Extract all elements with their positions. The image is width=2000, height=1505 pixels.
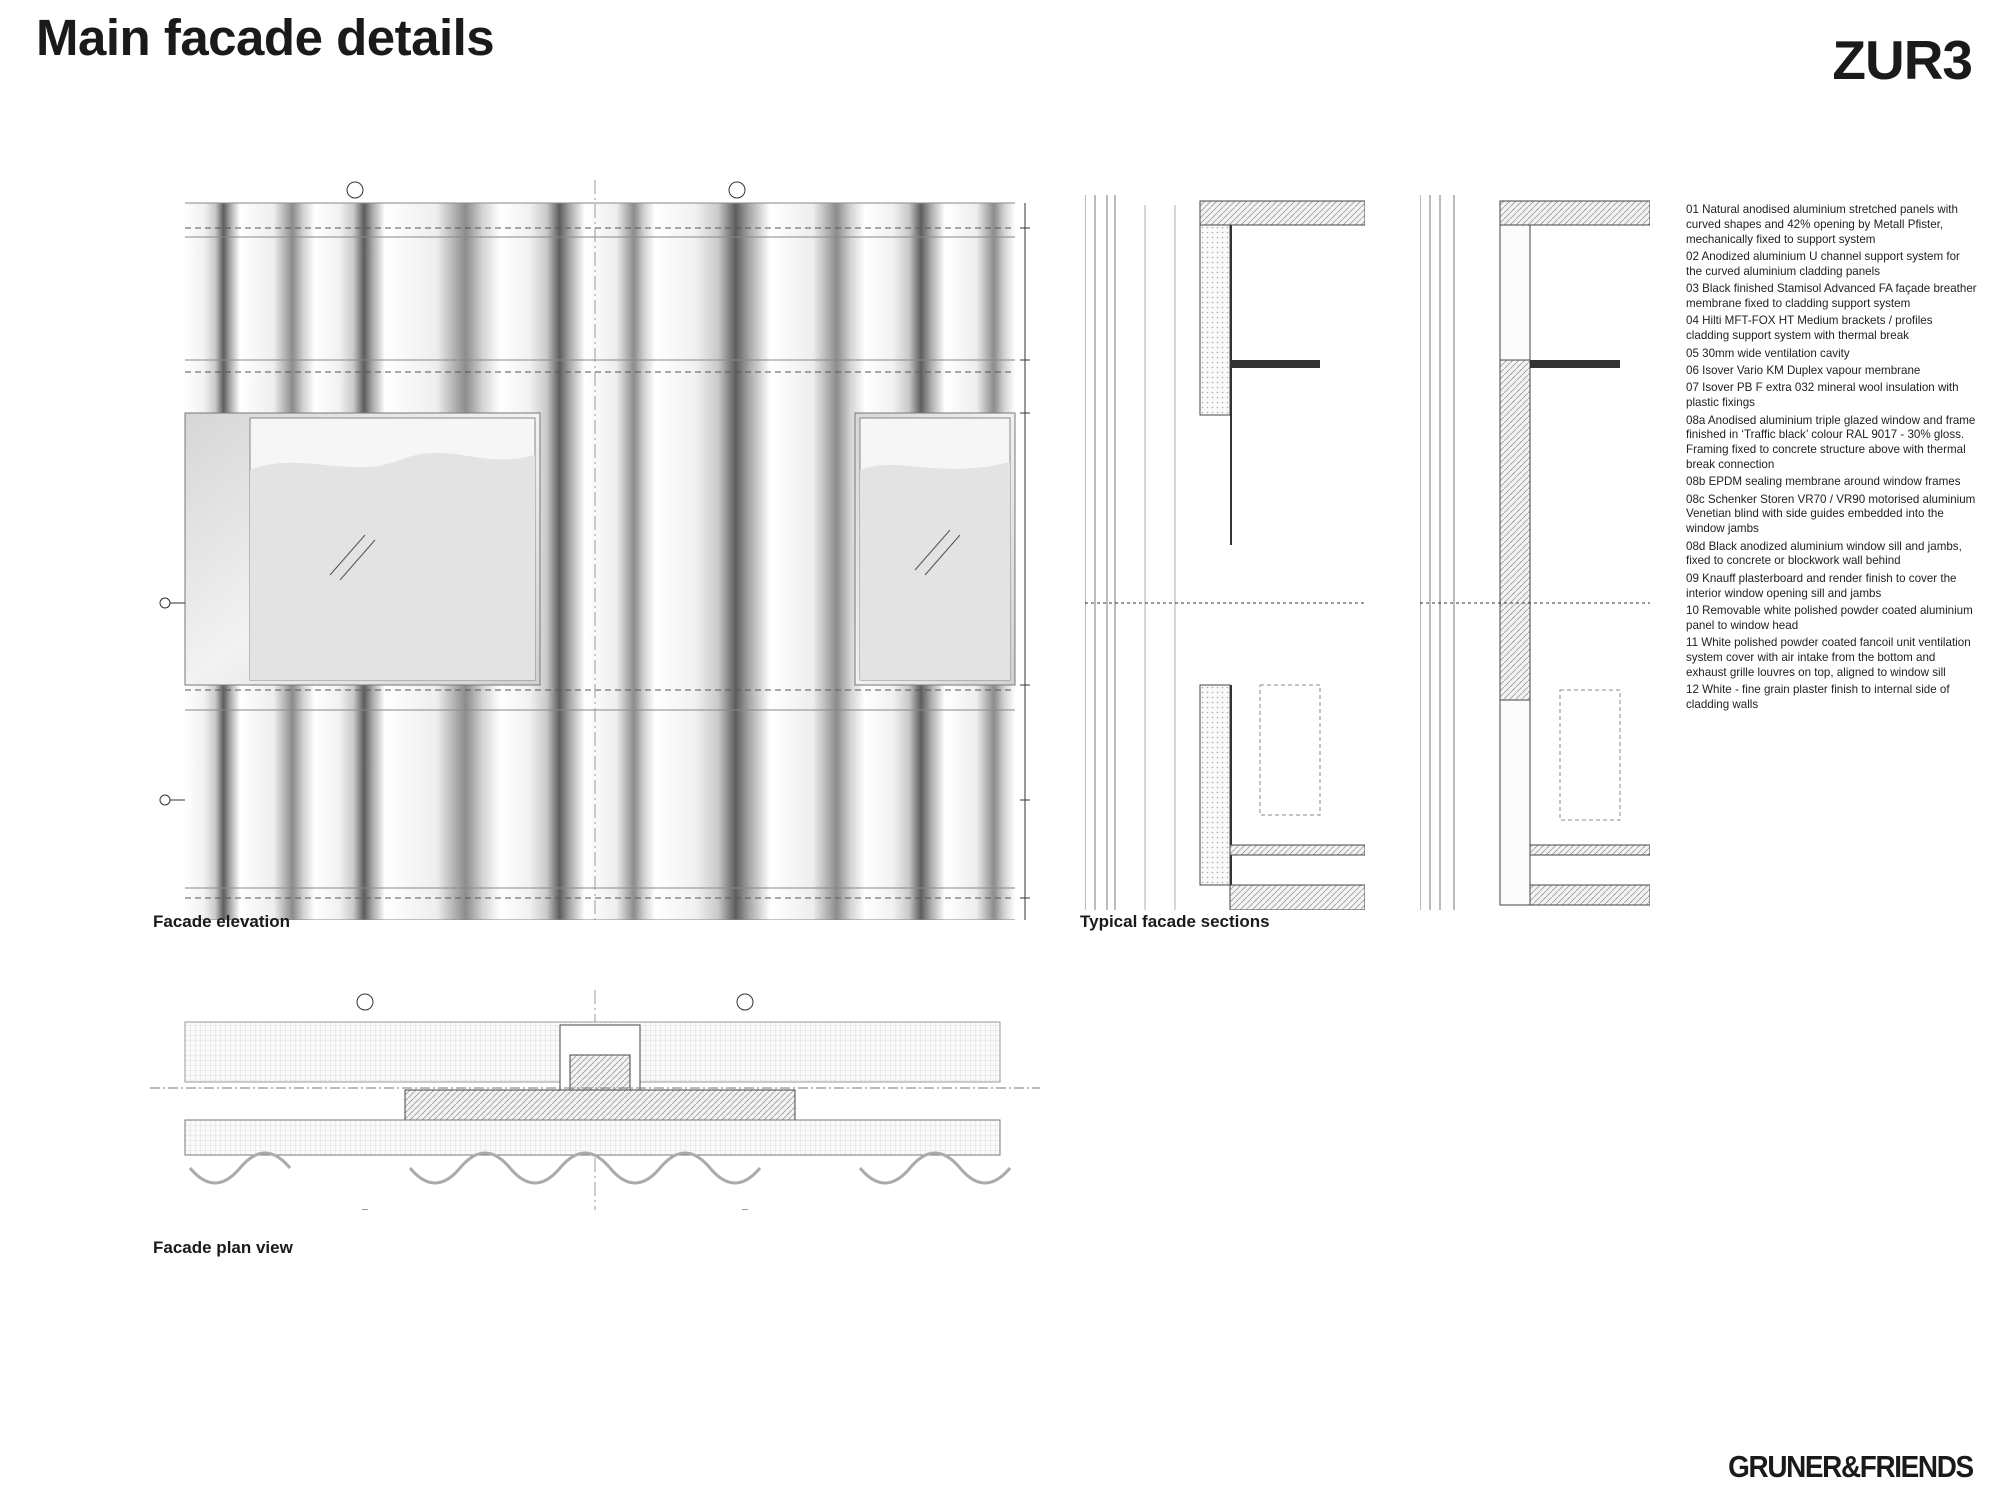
note-item: 07 Isover PB F extra 032 mineral wool insulation with plastic fixings xyxy=(1686,381,1959,410)
brand-logo: GRUNER&FRIENDS xyxy=(1728,1449,1973,1484)
caption-facade-plan-view: Facade plan view xyxy=(153,1238,293,1257)
note-item: 05 30mm wide ventilation cavity xyxy=(1686,346,1850,360)
note-item: 02 Anodized aluminium U channel support system for the curved aluminium cladding panels xyxy=(1686,249,1960,278)
facade-section-2-drawing xyxy=(1420,195,1650,910)
note-item: 08a Anodised aluminium triple glazed window and frame finished in ‘Traffic black’ colour RAL 9017 - 30% gloss. Framing fixed to concrete structure above with thermal break connection xyxy=(1686,413,1976,471)
specification-notes xyxy=(1686,203,1978,715)
page-title: Main facade details xyxy=(36,9,495,66)
note-item: 09 Knauff plasterboard and render finish to cover the interior window opening sill and jambs xyxy=(1686,571,1957,600)
facade-section-1-drawing xyxy=(1085,195,1365,910)
note-item: 08b EPDM sealing membrane around window frames xyxy=(1686,475,1961,489)
window-right xyxy=(855,413,1015,685)
note-item: 10 Removable white polished powder coated aluminium panel to window head xyxy=(1686,604,1973,632)
caption-facade-elevation: Facade elevation xyxy=(153,912,291,931)
caption-typical-facade-sections: Typical facade sections xyxy=(1080,912,1270,931)
note-item: 08c Schenker Storen VR70 / VR90 motorised aluminium Venetian blind with side guides embedded into the window jambs xyxy=(1686,492,1976,536)
note-item: 12 White - fine grain plaster finish to internal side of cladding walls xyxy=(1686,683,1950,712)
note-item: 01 Natural anodised aluminium stretched panels with curved shapes and 42% opening by Metall Pfister, mechanically fixed to support system xyxy=(1686,203,1958,246)
note-item: 04 Hilti MFT-FOX HT Medium brackets / profiles cladding support system with thermal break xyxy=(1686,314,1933,343)
grid-markers-elevation xyxy=(340,178,760,202)
note-item: 03 Black finished Stamisol Advanced FA façade breather membrane fixed to cladding support system xyxy=(1686,282,1977,310)
note-item: 08d Black anodized aluminium window sill and jambs, fixed to concrete or blockwork wall behind xyxy=(1686,539,1962,568)
project-code: ZUR3 xyxy=(1832,29,1972,91)
note-item: 06 Isover Vario KM Duplex vapour membrane xyxy=(1686,363,1921,377)
facade-plan-drawing xyxy=(150,990,1040,1210)
note-item: 11 White polished powder coated fancoil unit ventilation system cover with air intake from the bottom and exhaust grille louvres on top, aligned to window sill xyxy=(1686,636,1971,679)
facade-elevation-drawing xyxy=(150,180,1040,920)
window-left xyxy=(185,413,540,685)
